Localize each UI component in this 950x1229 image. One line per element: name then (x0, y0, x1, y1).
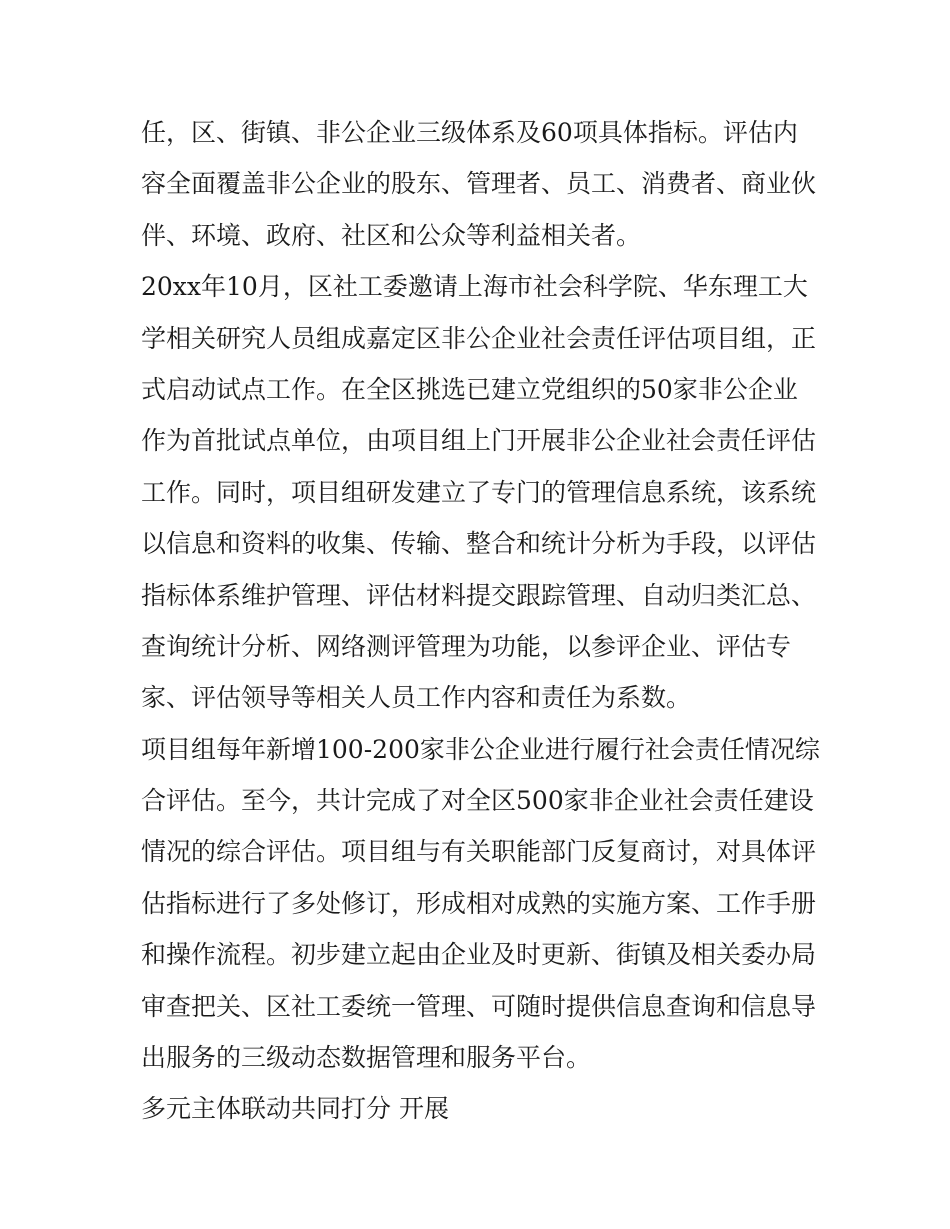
text-line: 估指标进行了多处修订，形成相对成熟的实施方案、工作手册 (141, 888, 817, 918)
text-line: 以信息和资料的收集、传输、整合和统计分析为手段，以评估 (141, 529, 817, 559)
text-line: 20xx年10月，区社工委邀请上海市社会科学院、华东理工大 (141, 272, 808, 302)
text-line: 和操作流程。初步建立起由企业及时更新、街镇及相关委办局 (141, 940, 817, 970)
text-line: 容全面覆盖非公企业的股东、管理者、员工、消费者、商业伙 (141, 169, 817, 199)
text-line: 合评估。至今，共计完成了对全区500家非企业社会责任建设 (141, 786, 814, 816)
text-line: 指标体系维护管理、评估材料提交跟踪管理、自动归类汇总、 (141, 580, 817, 610)
text-line: 情况的综合评估。项目组与有关职能部门反复商讨，对具体评 (141, 837, 817, 867)
document-body (141, 107, 820, 1135)
paragraph (141, 261, 817, 724)
text-line: 多元主体联动共同打分 开展 (141, 1094, 449, 1124)
text-line: 审查把关、区社工委统一管理、可随时提供信息查询和信息导 (141, 991, 817, 1021)
text-line: 查询统计分析、网络测评管理为功能，以参评企业、评估专 (141, 631, 792, 661)
text-line: 家、评估领导等相关人员工作内容和责任为系数。 (141, 683, 692, 713)
text-line: 式启动试点工作。在全区挑选已建立党组织的50家非公企业 (141, 374, 798, 404)
text-line: 任，区、街镇、非公企业三级体系及60项具体指标。评估内 (141, 118, 798, 147)
text-line: 工作。同时，项目组研发建立了专门的管理信息系统，该系统 (141, 477, 817, 507)
text-line: 作为首批试点单位，由项目组上门开展非公企业社会责任评估 (141, 426, 817, 456)
text-line: 出服务的三级动态数据管理和服务平台。 (141, 1043, 592, 1073)
paragraph (141, 724, 820, 1084)
paragraph (141, 107, 817, 261)
text-line: 伴、环境、政府、社区和公众等利益相关者。 (141, 220, 642, 250)
text-line: 项目组每年新增100-200家非公企业进行履行社会责任情况综 (141, 734, 820, 764)
section-heading (141, 1083, 817, 1134)
text-line: 学相关研究人员组成嘉定区非公企业社会责任评估项目组，正 (141, 323, 817, 353)
